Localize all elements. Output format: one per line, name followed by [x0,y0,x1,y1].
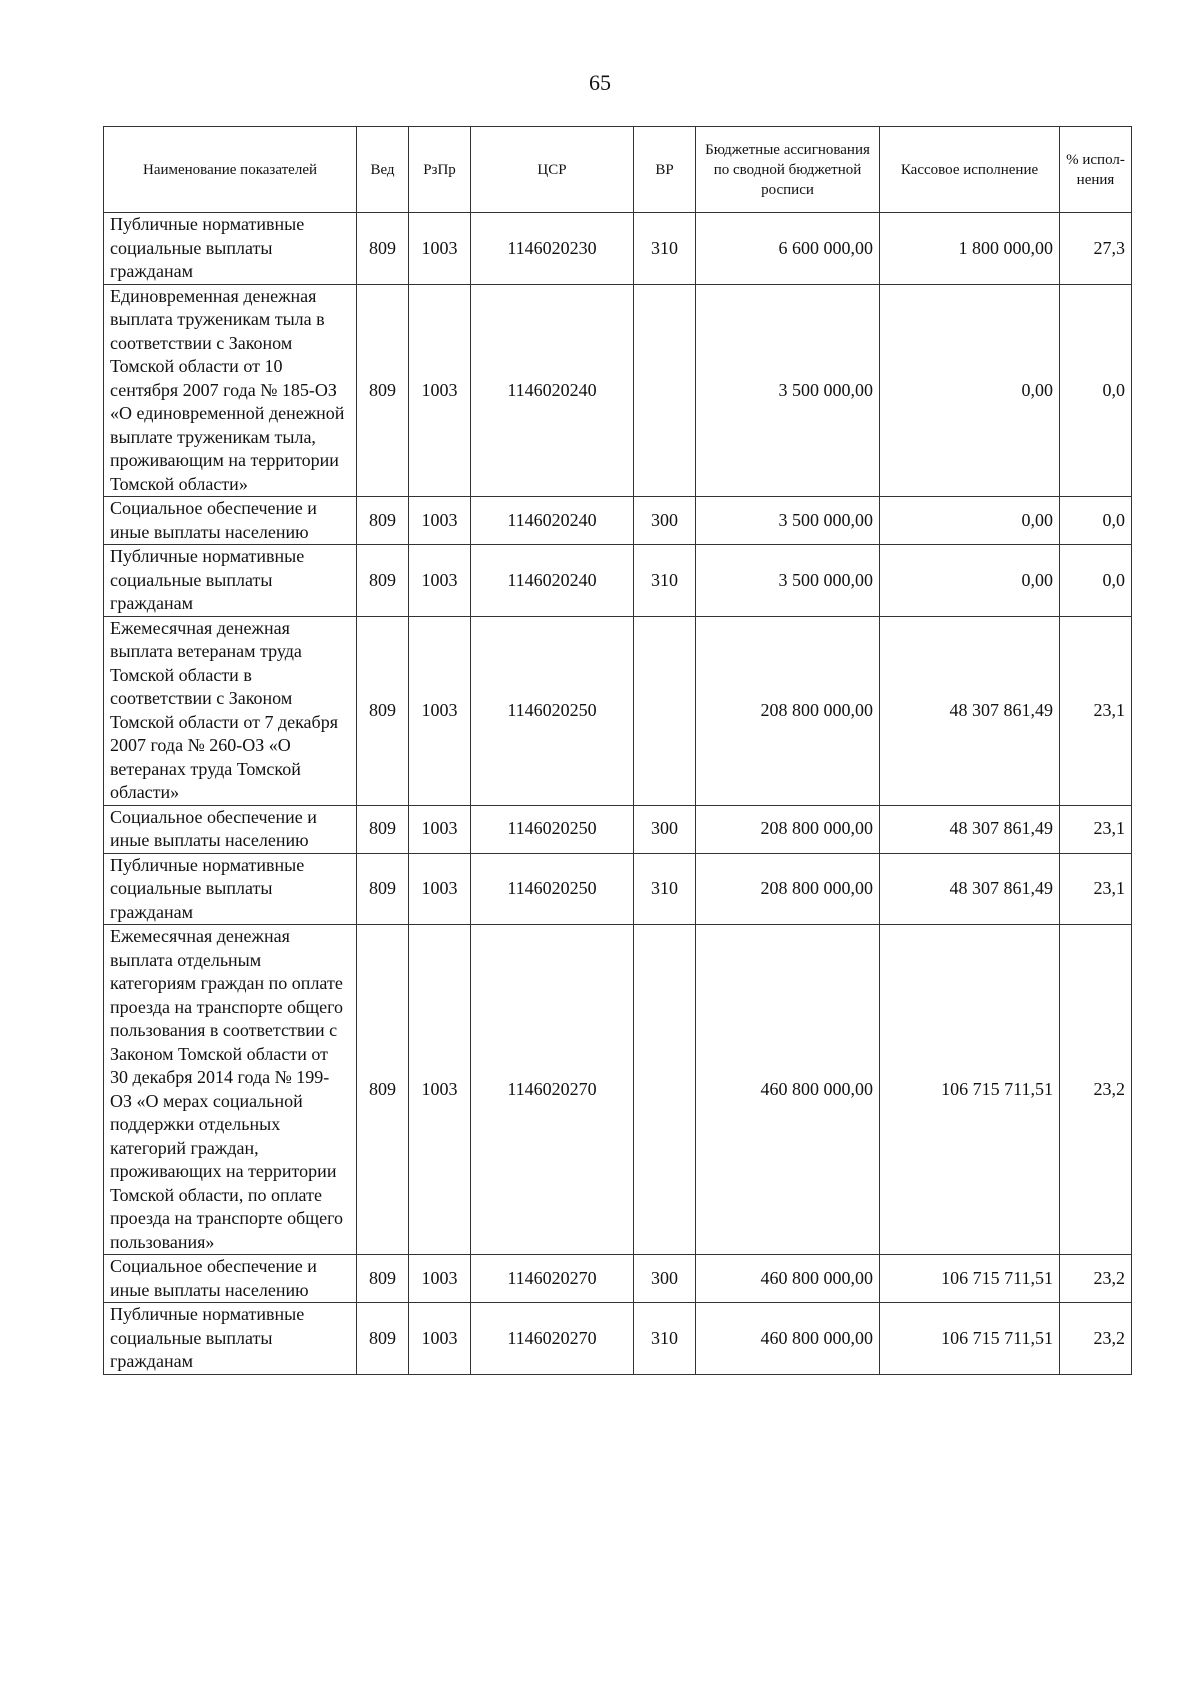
cell-execution: 0,00 [880,545,1060,617]
cell-name: Единовременная денежная выплата труженикам тыла в соответствии с Законом Томской области от 10 сентября 2007 года № 185-ОЗ «О единовременной денежной выплате труженикам тыла, проживающим на территории Томской области» [104,284,357,497]
cell-name: Ежемесячная денежная выплата ветеранам труда Томской области в соответствии с Законом Томской области от 7 декабря 2007 года № 260-ОЗ «О ветеранах труда Томской области» [104,616,357,805]
budget-execution-table [103,126,1132,1375]
cell-budget: 208 800 000,00 [696,853,880,925]
cell-execution: 48 307 861,49 [880,853,1060,925]
cell-percent: 23,1 [1060,853,1132,925]
cell-budget: 3 500 000,00 [696,497,880,545]
table-header-row [104,127,1132,213]
cell-csr: 1146020270 [471,1255,634,1303]
cell-execution: 48 307 861,49 [880,616,1060,805]
table-row [104,497,1132,545]
cell-percent: 23,1 [1060,616,1132,805]
table-row [104,925,1132,1255]
cell-csr: 1146020240 [471,284,634,497]
column-header-name: Наименование показателей [104,127,357,213]
column-header-ved: Вед [357,127,409,213]
cell-budget: 208 800 000,00 [696,805,880,853]
cell-vr: 300 [634,1255,696,1303]
cell-name: Публичные нормативные социальные выплаты гражданам [104,213,357,285]
cell-execution: 48 307 861,49 [880,805,1060,853]
cell-ved: 809 [357,1303,409,1375]
column-header-rzpr: РзПр [409,127,471,213]
cell-rzpr: 1003 [409,616,471,805]
table-row [104,616,1132,805]
cell-ved: 809 [357,853,409,925]
table-row [104,284,1132,497]
column-header-execution: Кассовое исполнение [880,127,1060,213]
cell-vr: 310 [634,545,696,617]
cell-rzpr: 1003 [409,1255,471,1303]
column-header-csr: ЦСР [471,127,634,213]
cell-ved: 809 [357,616,409,805]
cell-vr [634,925,696,1255]
cell-rzpr: 1003 [409,284,471,497]
cell-name: Публичные нормативные социальные выплаты гражданам [104,545,357,617]
cell-execution: 1 800 000,00 [880,213,1060,285]
cell-budget: 3 500 000,00 [696,545,880,617]
cell-percent: 0,0 [1060,545,1132,617]
cell-rzpr: 1003 [409,213,471,285]
cell-budget: 460 800 000,00 [696,1255,880,1303]
cell-ved: 809 [357,213,409,285]
column-header-vr: ВР [634,127,696,213]
cell-percent: 0,0 [1060,284,1132,497]
table-row [104,545,1132,617]
cell-vr: 300 [634,497,696,545]
page-number: 65 [589,70,611,95]
cell-name: Социальное обеспечение и иные выплаты населению [104,497,357,545]
table-row [104,1303,1132,1375]
cell-percent: 23,2 [1060,1303,1132,1375]
cell-csr: 1146020270 [471,925,634,1255]
cell-name: Публичные нормативные социальные выплаты гражданам [104,1303,357,1375]
cell-ved: 809 [357,1255,409,1303]
table-row [104,805,1132,853]
cell-percent: 23,2 [1060,925,1132,1255]
cell-budget: 6 600 000,00 [696,213,880,285]
cell-rzpr: 1003 [409,853,471,925]
cell-csr: 1146020270 [471,1303,634,1375]
cell-ved: 809 [357,545,409,617]
cell-vr: 310 [634,213,696,285]
cell-percent: 23,2 [1060,1255,1132,1303]
cell-rzpr: 1003 [409,1303,471,1375]
cell-ved: 809 [357,925,409,1255]
cell-ved: 809 [357,284,409,497]
table-row [104,213,1132,285]
cell-rzpr: 1003 [409,497,471,545]
cell-vr [634,616,696,805]
cell-rzpr: 1003 [409,925,471,1255]
cell-vr: 310 [634,1303,696,1375]
table-row [104,1255,1132,1303]
cell-budget: 3 500 000,00 [696,284,880,497]
cell-rzpr: 1003 [409,805,471,853]
cell-execution: 0,00 [880,284,1060,497]
cell-ved: 809 [357,805,409,853]
cell-name: Социальное обеспечение и иные выплаты населению [104,805,357,853]
cell-budget: 460 800 000,00 [696,925,880,1255]
cell-rzpr: 1003 [409,545,471,617]
cell-vr: 310 [634,853,696,925]
cell-name: Ежемесячная денежная выплата отдельным категориям граждан по оплате проезда на транспорте общего пользования в соответствии с Законом Томской области от 30 декабря 2014 года № 199-ОЗ «О мерах социальной поддержки отдельных категорий граждан, проживающих на территории Томской области, по оплате проезда на транспорте общего пользования» [104,925,357,1255]
cell-execution: 106 715 711,51 [880,1303,1060,1375]
cell-name: Социальное обеспечение и иные выплаты населению [104,1255,357,1303]
cell-csr: 1146020240 [471,545,634,617]
cell-csr: 1146020240 [471,497,634,545]
cell-csr: 1146020230 [471,213,634,285]
cell-csr: 1146020250 [471,853,634,925]
column-header-budget: Бюджетные ассигнования по сводной бюджетной росписи [696,127,880,213]
table-body [104,213,1132,1375]
cell-percent: 27,3 [1060,213,1132,285]
column-header-percent: % испол-нения [1060,127,1132,213]
cell-vr: 300 [634,805,696,853]
cell-execution: 106 715 711,51 [880,925,1060,1255]
cell-vr [634,284,696,497]
cell-budget: 208 800 000,00 [696,616,880,805]
cell-percent: 23,1 [1060,805,1132,853]
cell-name: Публичные нормативные социальные выплаты гражданам [104,853,357,925]
cell-percent: 0,0 [1060,497,1132,545]
cell-execution: 0,00 [880,497,1060,545]
cell-budget: 460 800 000,00 [696,1303,880,1375]
cell-csr: 1146020250 [471,616,634,805]
table-row [104,853,1132,925]
cell-csr: 1146020250 [471,805,634,853]
cell-ved: 809 [357,497,409,545]
cell-execution: 106 715 711,51 [880,1255,1060,1303]
